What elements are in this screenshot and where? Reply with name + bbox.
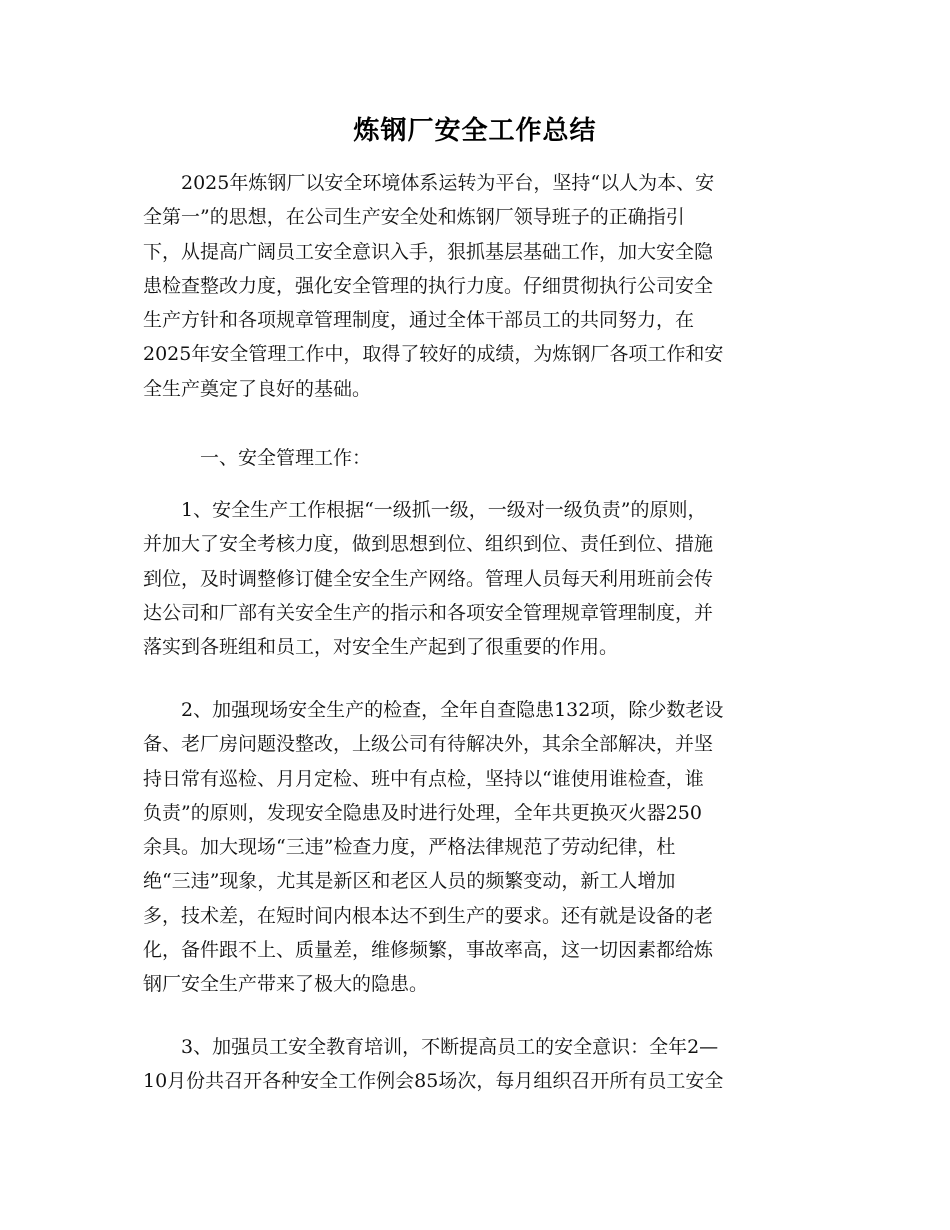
text-line: 钢厂安全生产带来了极大的隐患。 xyxy=(143,973,429,996)
text-line: 备、老厂房问题没整改，上级公司有待解决外，其余全部解决，并坚 xyxy=(143,733,714,756)
text-line: 1、安全生产工作根据“一级抓一级，一级对一级负责”的原则， xyxy=(143,499,707,521)
text-line: 3、加强员工安全教育培训，不断提高员工的安全意识：全年2— xyxy=(143,1036,719,1058)
text-line: 全生产奠定了良好的基础。 xyxy=(143,377,372,400)
text-line: 负责”的原则，发现安全隐患及时进行处理，全年共更换灭火器250 xyxy=(143,801,702,824)
text-line: 10月份共召开各种安全工作例会85场次，每月组织召开所有员工安全 xyxy=(143,1070,724,1093)
text-line: 并加大了安全考核力度，做到思想到位、组织到位、责任到位、措施 xyxy=(143,533,714,556)
item-3-paragraph xyxy=(143,1030,803,1099)
section-heading: 一、安全管理工作： xyxy=(200,447,372,469)
text-line: 全第一”的思想，在公司生产安全处和炼钢厂领导班子的正确指引 xyxy=(143,206,685,229)
item-1-paragraph xyxy=(143,493,803,664)
text-line: 多，技术差，在短时间内根本达不到生产的要求。还有就是设备的老 xyxy=(143,904,714,927)
text-line: 化，备件跟不上、质量差，维修频繁，事故率高，这一切因素都给炼 xyxy=(143,939,714,962)
text-line: 到位，及时调整修订健全安全生产网络。管理人员每天利用班前会传 xyxy=(143,567,714,590)
text-line: 余具。加大现场“三违”检查力度，严格法律规范了劳动纪律，杜 xyxy=(143,836,676,859)
text-line: 下，从提高广阔员工安全意识入手，狠抓基层基础工作，加大安全隐 xyxy=(143,240,714,263)
text-line: 生产方针和各项规章管理制度，通过全体干部员工的共同努力，在 xyxy=(143,309,695,332)
text-line: 绝“三违”现象，尤其是新区和老区人员的频繁变动，新工人增加 xyxy=(143,870,676,893)
text-line: 2025年炼钢厂以安全环境体系运转为平台，坚持“以人为本、安 xyxy=(143,172,715,194)
item-2-paragraph xyxy=(143,693,803,1002)
text-line: 2025年安全管理工作中，取得了较好的成绩，为炼钢厂各项工作和安 xyxy=(143,343,724,366)
text-line: 落实到各班组和员工，对安全生产起到了很重要的作用。 xyxy=(143,636,619,659)
document-title: 炼钢厂安全工作总结 xyxy=(353,116,597,146)
text-line: 患检查整改力度，强化安全管理的执行力度。仔细贯彻执行公司安全 xyxy=(143,274,714,297)
text-line: 2、加强现场安全生产的检查，全年自查隐患132项，除少数老设 xyxy=(143,699,724,721)
text-line: 达公司和厂部有关安全生产的指示和各项安全管理规章管理制度，并 xyxy=(143,601,714,624)
intro-paragraph xyxy=(143,166,803,406)
text-line: 持日常有巡检、月月定检、班中有点检，坚持以“谁使用谁检查，谁 xyxy=(143,767,704,790)
